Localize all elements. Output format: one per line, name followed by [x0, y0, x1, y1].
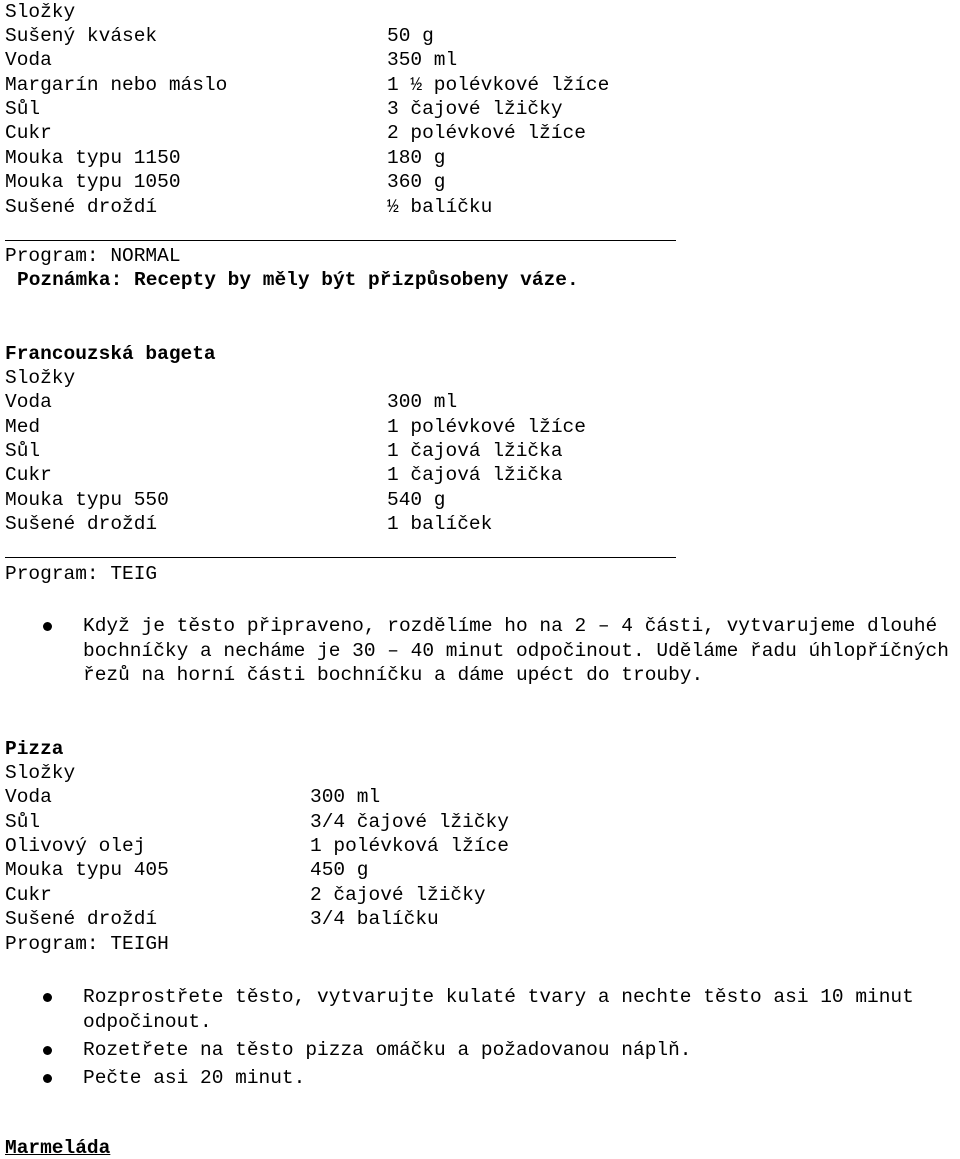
ingredients-heading: Složky	[5, 1, 76, 23]
program-label: Program: TEIGH	[5, 933, 169, 955]
ingredient-name: Cukr	[5, 122, 52, 144]
ingredient-amount: 1 polévkové lžíce	[387, 416, 586, 438]
ingredient-amount: 1 balíček	[387, 513, 493, 535]
divider-line	[5, 240, 676, 241]
ingredient-amount: 3/4 balíčku	[310, 908, 439, 930]
recipe-title: Marmeláda	[5, 1137, 111, 1159]
ingredient-amount: 3/4 čajové lžičky	[310, 811, 509, 833]
ingredient-name: Mouka typu 550	[5, 489, 169, 511]
ingredient-amount: 1 polévková lžíce	[310, 835, 509, 857]
ingredient-amount: 1 ½ polévkové lžíce	[387, 74, 610, 96]
instruction-text: Pečte asi 20 minut.	[83, 1067, 306, 1089]
ingredient-name: Sůl	[5, 811, 41, 833]
ingredient-name: Sušené droždí	[5, 908, 158, 930]
ingredient-amount: 50 g	[387, 25, 434, 47]
instruction-text: Když je těsto připraveno, rozdělíme ho na 2 – 4 části, vytvarujeme dlouhé bochníčky a necháme je 30 – 40 minut odpočinout. Uděláme řadu úhlopříčných řezů na horní části bochníčku a dáme upéct do trouby.	[83, 615, 949, 686]
instruction-text: Rozprostřete těsto, vytvarujte kulaté tvary a nechte těsto asi 10 minut odpočinout.	[83, 986, 914, 1033]
divider-line	[5, 557, 676, 558]
ingredient-name: Sůl	[5, 98, 41, 120]
recipe-title: Pizza	[5, 738, 64, 760]
ingredient-name: Voda	[5, 786, 52, 808]
bullet-icon	[43, 1046, 52, 1055]
program-label: Program: NORMAL	[5, 245, 181, 267]
ingredient-amount: 540 g	[387, 489, 446, 511]
ingredient-name: Olivový olej	[5, 835, 146, 857]
ingredient-amount: 1 čajová lžička	[387, 440, 563, 462]
ingredient-name: Margarín nebo máslo	[5, 74, 228, 96]
ingredient-name: Sušené droždí	[5, 196, 158, 218]
program-label: Program: TEIG	[5, 563, 158, 585]
ingredient-name: Cukr	[5, 464, 52, 486]
recipe-title: Francouzská bageta	[5, 343, 216, 365]
ingredient-amount: 300 ml	[387, 391, 458, 413]
ingredient-name: Voda	[5, 391, 52, 413]
bullet-icon	[43, 1074, 52, 1083]
ingredient-amount: 2 polévkové lžíce	[387, 122, 586, 144]
weight-note: Poznámka: Recepty by měly být přizpůsobeny váze.	[17, 269, 579, 291]
ingredient-amount: 3 čajové lžičky	[387, 98, 563, 120]
ingredient-amount: 350 ml	[387, 49, 458, 71]
bullet-icon	[43, 622, 52, 631]
ingredient-amount: 180 g	[387, 147, 446, 169]
ingredients-heading: Složky	[5, 367, 76, 389]
ingredient-amount: ½ balíčku	[387, 196, 493, 218]
ingredient-amount: 450 g	[310, 859, 369, 881]
ingredient-name: Sůl	[5, 440, 41, 462]
bullet-icon	[43, 993, 52, 1002]
ingredient-name: Mouka typu 405	[5, 859, 169, 881]
ingredient-name: Sušené droždí	[5, 513, 158, 535]
ingredient-amount: 1 čajová lžička	[387, 464, 563, 486]
ingredient-amount: 2 čajové lžičky	[310, 884, 486, 906]
ingredient-name: Cukr	[5, 884, 52, 906]
ingredient-name: Sušený kvásek	[5, 25, 158, 47]
ingredient-name: Voda	[5, 49, 52, 71]
ingredients-heading: Složky	[5, 762, 76, 784]
instruction-text: Rozetřete na těsto pizza omáčku a požadovanou náplň.	[83, 1039, 692, 1061]
ingredient-name: Mouka typu 1050	[5, 171, 181, 193]
ingredient-amount: 360 g	[387, 171, 446, 193]
ingredient-name: Med	[5, 416, 41, 438]
ingredient-name: Mouka typu 1150	[5, 147, 181, 169]
ingredient-amount: 300 ml	[310, 786, 381, 808]
